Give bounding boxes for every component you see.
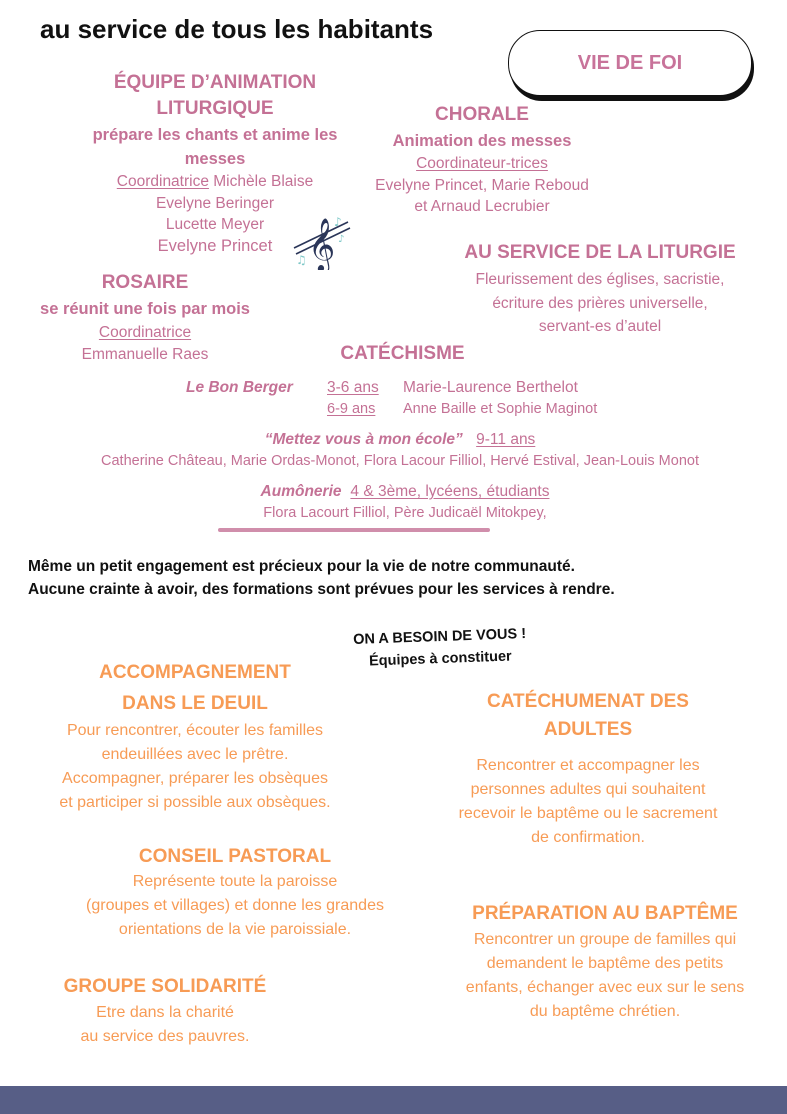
section-heading: ÉQUIPE D’ANIMATION bbox=[113, 72, 317, 93]
section-heading: CATÉCHUMENAT DES bbox=[487, 691, 689, 712]
section-rosaire bbox=[20, 270, 270, 366]
section-catechumenat bbox=[418, 688, 758, 850]
age-range: 3-6 ans bbox=[327, 379, 379, 396]
engagement-message bbox=[28, 555, 778, 601]
svg-text:♫: ♫ bbox=[296, 253, 307, 267]
description-line: enfants, échanger avec eux sur le sens bbox=[465, 979, 745, 996]
description-line: écriture des prières universelle, bbox=[492, 294, 708, 312]
description-line: Rencontrer un groupe de familles qui bbox=[473, 931, 737, 948]
member-name: Lucette Meyer bbox=[165, 216, 265, 233]
callout-line: Équipes à constituer bbox=[368, 648, 512, 670]
coordinator-name: Michèle Blaise bbox=[208, 173, 314, 190]
description-line: Rencontrer et accompagner les bbox=[476, 757, 700, 774]
catechisme-bon-berger bbox=[186, 377, 656, 420]
section-conseil-pastoral bbox=[50, 844, 420, 942]
description-line: Pour rencontrer, écouter les familles bbox=[66, 722, 324, 739]
member-name: Evelyne Princet bbox=[157, 236, 273, 255]
svg-text:♪: ♪ bbox=[334, 215, 342, 229]
section-heading: ROSAIRE bbox=[101, 272, 189, 293]
section-heading: CHORALE bbox=[435, 104, 529, 125]
section-subtitle: se réunit une fois par mois bbox=[40, 300, 250, 318]
member-names: Flora Lacourt Filliol, Père Judicaël Mitokpey, bbox=[263, 504, 547, 521]
catechisme-heading: CATÉCHISME bbox=[340, 343, 465, 364]
section-deuil bbox=[20, 657, 370, 815]
section-subtitle: prépare les chants et anime les bbox=[92, 126, 338, 144]
catechisme-aumonerie bbox=[180, 481, 630, 524]
description-line: personnes adultes qui souhaitent bbox=[470, 781, 706, 798]
svg-text:♪: ♪ bbox=[338, 234, 345, 245]
badge-label: VIE DE FOI bbox=[577, 51, 683, 74]
callout-line: ON A BESOIN DE VOUS ! bbox=[352, 625, 527, 649]
group-label: Le Bon Berger bbox=[186, 379, 293, 396]
description-line: Fleurissement des églises, sacristie, bbox=[475, 271, 725, 288]
message-line: Aucune crainte à avoir, des formations sont prévues pour les services à rendre. bbox=[28, 581, 615, 598]
music-treble-clef-icon bbox=[290, 208, 352, 270]
section-heading: AU SERVICE DE LA LITURGIE bbox=[464, 242, 736, 263]
section-heading: DANS LE DEUIL bbox=[122, 693, 268, 714]
description-line: endeuillées avec le prêtre. bbox=[101, 746, 289, 763]
age-range: 6-9 ans bbox=[327, 400, 376, 417]
description-line: Représente toute la paroisse bbox=[132, 873, 338, 890]
member-names: Anne Baille et Sophie Maginot bbox=[403, 400, 598, 417]
description-line: Etre dans la charité bbox=[96, 1004, 234, 1021]
section-heading: LITURGIQUE bbox=[156, 98, 274, 119]
section-bapteme bbox=[430, 900, 780, 1024]
coordinator-label: Coordinateur-trices bbox=[416, 155, 548, 172]
member-names: Marie-Laurence Berthelot bbox=[403, 379, 578, 396]
description-line: orientations de la vie paroissiale. bbox=[118, 921, 352, 938]
group-label: Aumônerie bbox=[260, 483, 342, 500]
footer-bar bbox=[0, 1086, 787, 1114]
section-heading: ACCOMPAGNEMENT bbox=[99, 662, 291, 683]
description-line: demandent le baptême des petits bbox=[486, 955, 724, 972]
page-title: au service de tous les habitants bbox=[40, 14, 434, 44]
description-line: de confirmation. bbox=[531, 829, 645, 846]
coordinator-label: Coordinatrice bbox=[98, 324, 192, 341]
description-line: Accompagner, préparer les obsèques bbox=[62, 770, 328, 787]
section-solidarite bbox=[30, 973, 300, 1049]
member-names: Evelyne Princet, Marie Reboud bbox=[375, 176, 589, 194]
section-subtitle: messes bbox=[184, 150, 246, 168]
member-name: Evelyne Beringer bbox=[155, 194, 275, 212]
group-label: “Mettez vous à mon école” bbox=[264, 431, 463, 448]
age-range: 9-11 ans bbox=[476, 431, 536, 448]
decorative-underline bbox=[218, 528, 490, 532]
member-names: Catherine Château, Marie Ordas-Monot, Flora Lacour Filliol, Hervé Estival, Jean-Louis Monot bbox=[101, 452, 699, 469]
member-names: et Arnaud Lecrubier bbox=[414, 198, 550, 215]
coordinator-label: Coordinatrice bbox=[116, 173, 209, 190]
section-liturgie bbox=[425, 240, 775, 339]
section-subtitle: Animation des messes bbox=[392, 132, 572, 150]
description-line: (groupes et villages) et donne les grandes bbox=[86, 897, 384, 914]
description-line: du baptême chrétien. bbox=[529, 1003, 681, 1020]
section-heading: GROUPE SOLIDARITÉ bbox=[63, 976, 267, 997]
description-line: au service des pauvres. bbox=[80, 1028, 250, 1045]
vie-de-foi-badge bbox=[508, 30, 752, 96]
svg-text:𝄞: 𝄞 bbox=[308, 217, 336, 270]
description-line: servant-es d’autel bbox=[538, 318, 662, 335]
description-line: recevoir le baptême ou le sacrement bbox=[458, 805, 718, 822]
section-heading: PRÉPARATION AU BAPTÊME bbox=[472, 903, 738, 924]
section-equipe-animation bbox=[60, 70, 370, 171]
catechisme-ecole bbox=[30, 429, 770, 472]
section-chorale bbox=[352, 102, 612, 218]
coordinator-name: Emmanuelle Raes bbox=[81, 346, 209, 363]
message-line: Même un petit engagement est précieux pour la vie de notre communauté. bbox=[28, 558, 575, 575]
section-heading: ADULTES bbox=[543, 719, 633, 740]
section-heading: CONSEIL PASTORAL bbox=[138, 846, 332, 867]
description-line: et participer si possible aux obsèques. bbox=[59, 794, 331, 811]
age-range: 4 & 3ème, lycéens, étudiants bbox=[350, 483, 550, 500]
